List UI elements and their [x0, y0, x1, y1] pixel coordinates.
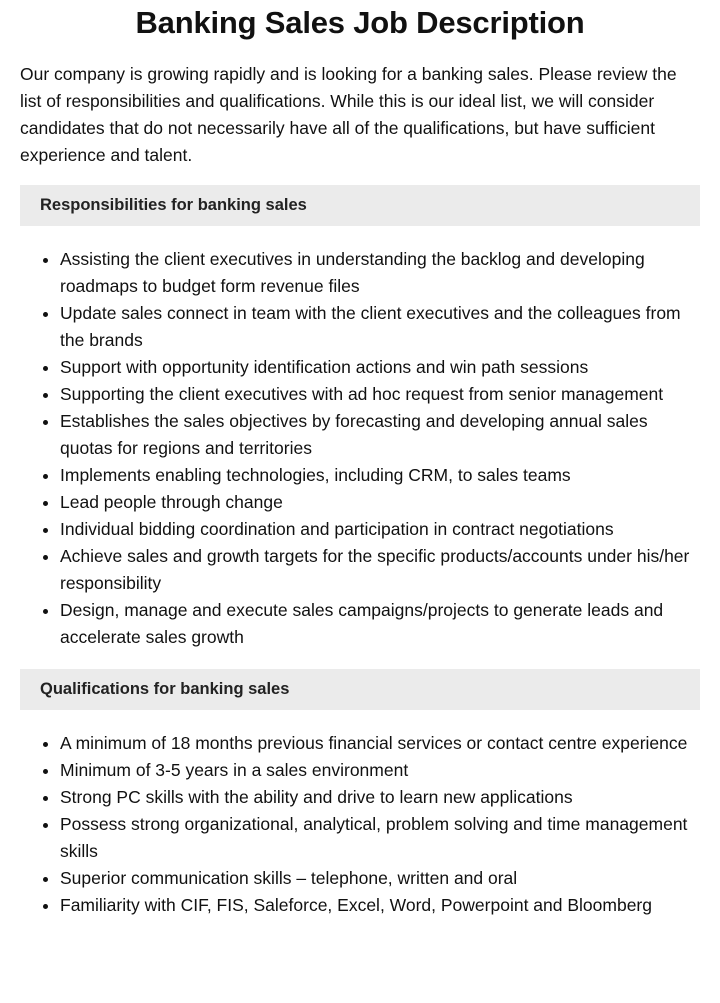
list-item: • Possess strong organizational, analytical, problem solving and time management skills: [60, 811, 700, 865]
list-item: • Implements enabling technologies, including CRM, to sales teams: [60, 462, 700, 489]
list-item: • Achieve sales and growth targets for the specific products/accounts under his/her responsibility: [60, 543, 700, 597]
list-item: • Superior communication skills – telephone, written and oral: [60, 865, 700, 892]
list-item: • Design, manage and execute sales campaigns/projects to generate leads and accelerate sales growth: [60, 597, 700, 651]
qualifications-list: [20, 730, 700, 919]
list-item: • Support with opportunity identification actions and win path sessions: [60, 354, 700, 381]
list-item: • Minimum of 3-5 years in a sales environment: [60, 757, 700, 784]
intro-paragraph: Our company is growing rapidly and is looking for a banking sales. Please review the list of responsibilities and qualifications. While this is our ideal list, we will consider candidates that do not necessarily have all of the qualifications, but have sufficient experience and talent.: [20, 64, 677, 165]
responsibilities-heading: Responsibilities for banking sales: [20, 185, 700, 226]
list-item: • Update sales connect in team with the client executives and the colleagues from the brands: [60, 300, 700, 354]
responsibilities-list: [20, 246, 700, 651]
list-item: • Individual bidding coordination and participation in contract negotiations: [60, 516, 700, 543]
list-item: • Establishes the sales objectives by forecasting and developing annual sales quotas for regions and territories: [60, 408, 700, 462]
qualifications-heading: Qualifications for banking sales: [20, 669, 700, 710]
list-item: • Lead people through change: [60, 489, 700, 516]
list-item: • Supporting the client executives with ad hoc request from senior management: [60, 381, 700, 408]
page-title: Banking Sales Job Description: [135, 5, 585, 40]
list-item: • Strong PC skills with the ability and drive to learn new applications: [60, 784, 700, 811]
list-item: • Familiarity with CIF, FIS, Saleforce, Excel, Word, Powerpoint and Bloomberg: [60, 892, 700, 919]
list-item: • Assisting the client executives in understanding the backlog and developing roadmaps to budget form revenue files: [60, 246, 700, 300]
list-item: • A minimum of 18 months previous financial services or contact centre experience: [60, 730, 700, 757]
